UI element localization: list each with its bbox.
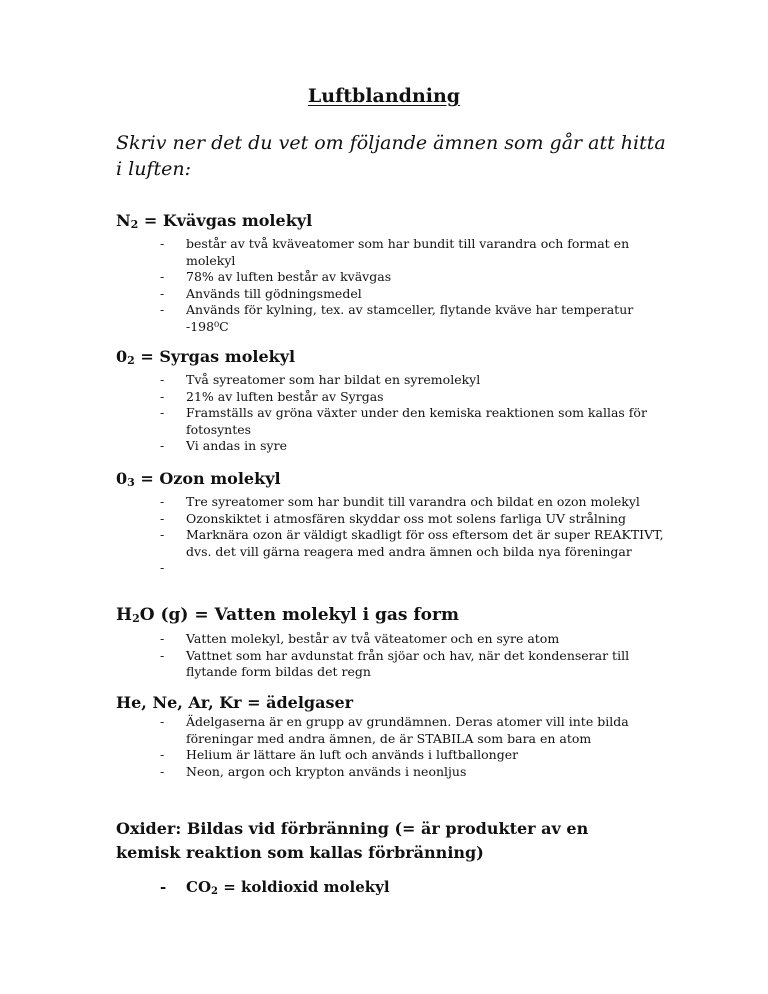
intro-text: Skriv ner det du vet om följande ämnen som går att hitta i luften:: [116, 132, 666, 180]
list-item: - består av två kväveatomer som har bundit till varandra och format en molekyl: [116, 236, 666, 269]
list-item: - Vattnet som har avdunstat från sjöar och hav, när det kondenserar till flytande form bildas det regn: [116, 648, 666, 681]
oxides-heading: Oxider: Bildas vid förbränning (= är produkter av en kemisk reaktion som kallas förbränning): [116, 819, 589, 862]
list-item: - Ozonskiktet i atmosfären skyddar oss mot solens farliga UV strålning: [116, 511, 666, 528]
list-item: - Vatten molekyl, består av två väteatomer och en syre atom: [116, 631, 666, 648]
bullet-list: [116, 714, 676, 780]
bullet-list: [116, 631, 676, 681]
list-item: - Neon, argon och krypton används i neonljus: [116, 764, 666, 781]
list-item: [116, 560, 666, 576]
bullet-list: [116, 236, 676, 335]
list-item: - Används för kylning, tex. av stamceller, flytande kväve har temperatur -198⁰C: [116, 302, 666, 335]
section-heading: $H_2O$ (g) = Vatten molekyl i gas form: [116, 605, 459, 625]
section-nitrogen: [116, 210, 676, 335]
section-heading: He, Ne, Ar, Kr = ädelgaser: [116, 693, 354, 712]
bullet-list: [116, 372, 676, 455]
list-item: - Vi andas in syre: [116, 438, 666, 455]
page-title: Luftblandning: [307, 85, 461, 107]
section-heading: $N_2$ = Kvävgas molekyl: [116, 211, 313, 231]
section-water-vapor: [116, 603, 676, 681]
list-item: - 78% av luften består av kvävgas: [116, 269, 666, 286]
list-item: - Marknära ozon är väldigt skadligt för oss eftersom det är super REAKTIVT, dvs. det vill gärna reagera med andra ämnen och bilda nya föreningar: [116, 527, 666, 560]
list-item: - Helium är lättare än luft och används i luftballonger: [116, 747, 666, 764]
list-item: - Två syreatomer som har bildat en syremolekyl: [116, 372, 666, 389]
list-item: - Tre syreatomer som har bundit till varandra och bildat en ozon molekyl: [116, 494, 666, 511]
list-item: - Framställs av gröna växter under den kemiska reaktionen som kallas för fotosyntes: [116, 405, 666, 438]
co2-item: - $CO_2$ = koldioxid molekyl: [160, 878, 390, 897]
section-heading: $0_2$ = Syrgas molekyl: [116, 347, 296, 367]
section-oxygen: [116, 346, 676, 455]
section-heading: $0_3$ = Ozon molekyl: [116, 469, 281, 489]
list-item: - Används till gödningsmedel: [116, 286, 666, 303]
list-item: - 21% av luften består av Syrgas: [116, 389, 666, 406]
section-ozone: [116, 468, 676, 576]
list-item: - Ädelgaserna är en grupp av grundämnen. Deras atomer vill inte bilda föreningar med andra ämnen, de är STABILA som bara en atom: [116, 714, 666, 747]
bullet-list: [116, 494, 676, 576]
section-noble-gases: [116, 692, 676, 780]
